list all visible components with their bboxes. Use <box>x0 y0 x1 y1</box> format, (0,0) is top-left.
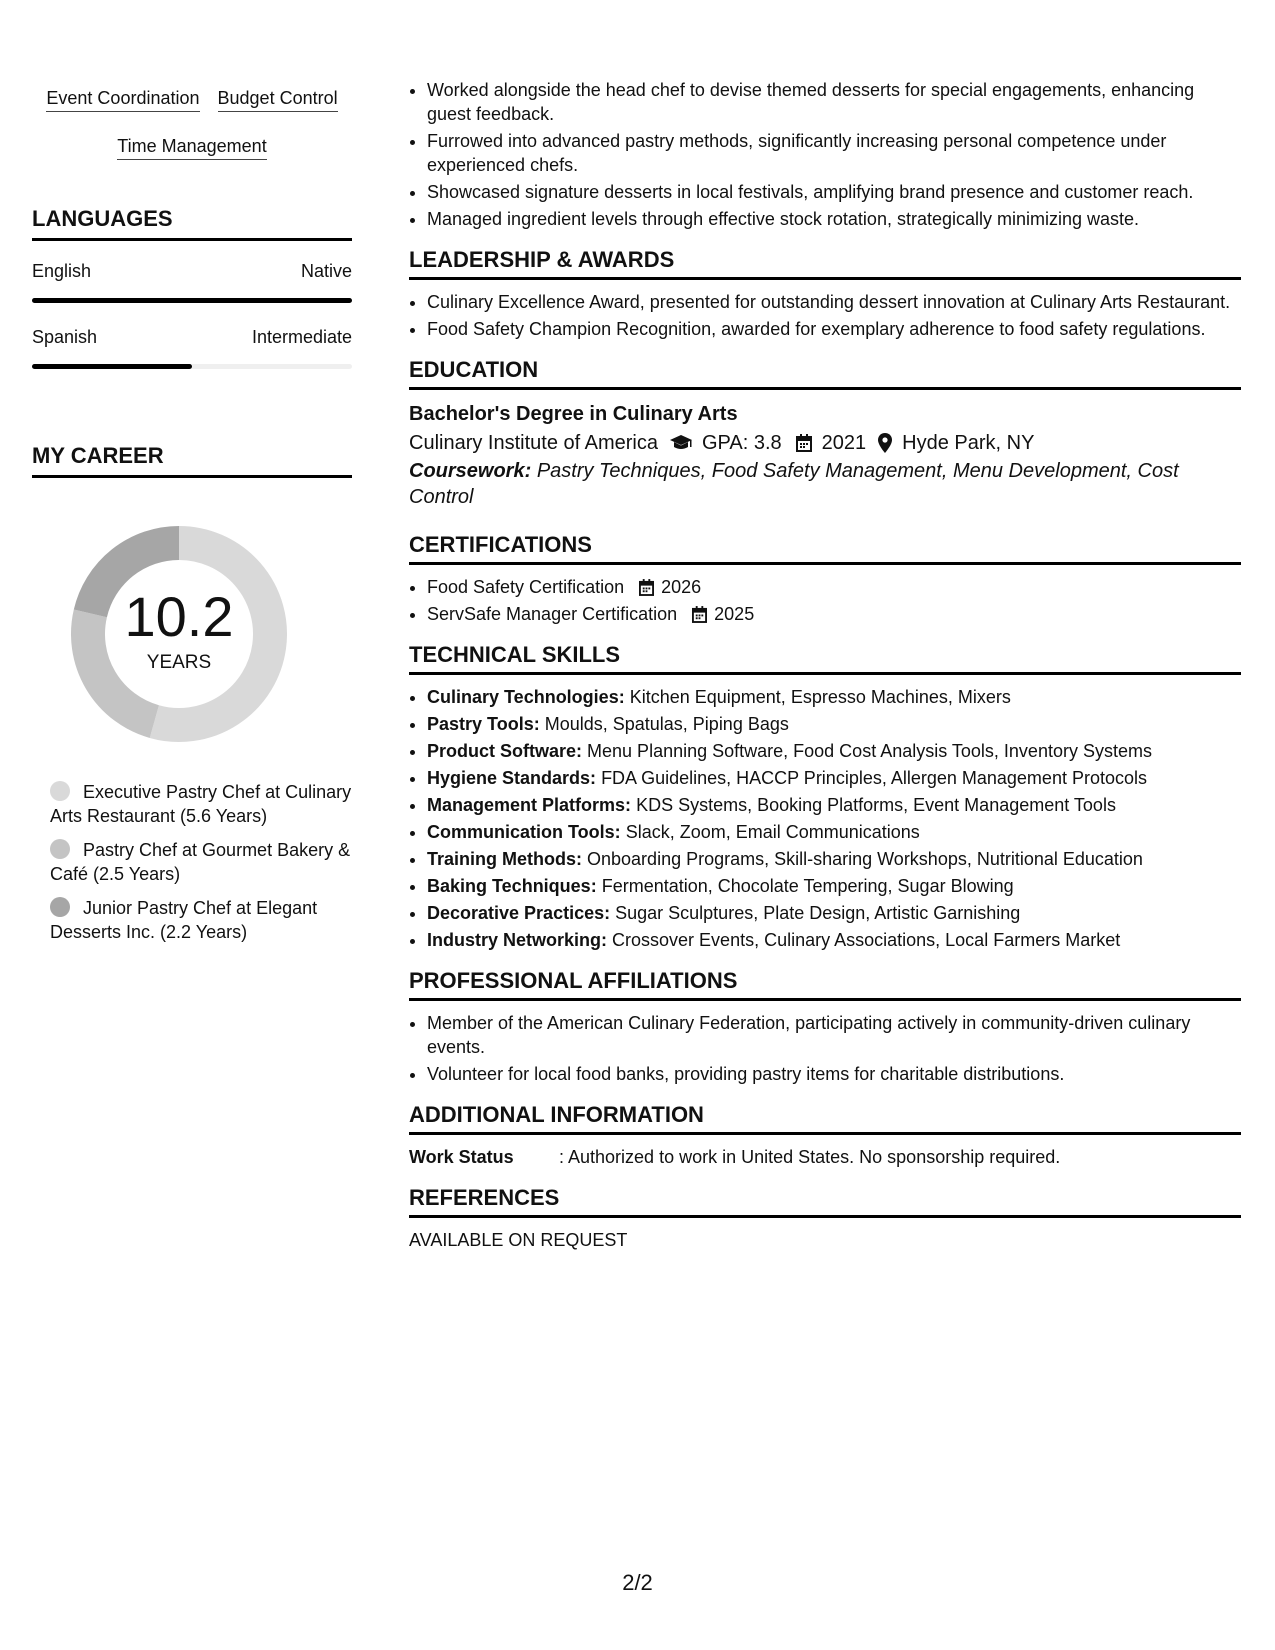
references-text: AVAILABLE ON REQUEST <box>409 1230 628 1250</box>
skill-label: Communication Tools: <box>427 822 621 842</box>
career-unit: YEARS <box>146 652 212 673</box>
legend-dot <box>50 897 70 917</box>
skill-label: Management Platforms: <box>427 795 632 815</box>
experience-bullets <box>409 78 1241 231</box>
skill-label: Culinary Technologies: <box>427 687 625 707</box>
skill-tag: Event Coordination <box>46 78 199 112</box>
skill-item <box>427 874 1241 898</box>
skill-tags <box>32 78 352 126</box>
education-gpa: GPA: 3.8 <box>702 432 782 454</box>
career-total: 10.2 <box>124 585 234 648</box>
experience-bullet: • Managed ingredient levels through effective stock rotation, strategically minimizing waste. <box>427 207 1241 231</box>
career-role: Pastry Chef at Gourmet Bakery & Café (2.5 Years) <box>50 840 351 884</box>
leadership-item: • Food Safety Champion Recognition, awarded for exemplary adherence to food safety regulations. <box>427 317 1241 341</box>
technical-skills-title: TECHNICAL SKILLS <box>409 642 1241 675</box>
language-bar <box>32 298 352 303</box>
skill-label: Product Software: <box>427 741 583 761</box>
affiliation-item: • Member of the American Culinary Federation, participating actively in community-driven culinary events. <box>427 1011 1241 1059</box>
skill-tag: Budget Control <box>218 78 338 112</box>
calendar-icon <box>796 434 812 452</box>
skill-item <box>427 820 1241 844</box>
skill-tag: Time Management <box>117 126 266 160</box>
language-level: Native <box>300 261 352 281</box>
language-item <box>32 261 352 303</box>
skill-item <box>427 847 1241 871</box>
language-bar <box>32 364 352 369</box>
references-title: REFERENCES <box>409 1185 1241 1218</box>
skill-item <box>427 712 1241 736</box>
skill-item <box>427 901 1241 925</box>
calendar-icon <box>639 579 654 596</box>
education-coursework <box>409 458 1241 510</box>
language-level: Intermediate <box>251 327 352 347</box>
skill-tags-row-2 <box>32 126 352 174</box>
career-legend-item <box>50 838 352 886</box>
skill-value: KDS Systems, Booking Platforms, Event Management Tools <box>636 795 1116 815</box>
calendar-icon <box>692 606 707 623</box>
skill-item <box>427 766 1241 790</box>
language-item <box>32 327 352 369</box>
coursework-value: Pastry Techniques, Food Safety Management, Menu Development, Cost Control <box>409 460 1179 508</box>
leadership-list <box>409 290 1241 341</box>
affiliation-item: • Volunteer for local food banks, providing pastry items for charitable distributions. <box>427 1062 1241 1086</box>
skill-item <box>427 928 1241 952</box>
affiliations-list <box>409 1011 1241 1086</box>
education-details <box>409 428 1241 458</box>
legend-dot <box>50 781 70 801</box>
language-bar-fill <box>32 364 192 369</box>
graduation-cap-icon <box>670 435 692 451</box>
certification-year: 2026 <box>661 577 702 597</box>
coursework-label: Coursework: <box>409 460 532 482</box>
work-status-value: : Authorized to work in United States. No sponsorship required. <box>559 1147 1061 1167</box>
certifications-title: CERTIFICATIONS <box>409 532 1241 565</box>
skill-value: Fermentation, Chocolate Tempering, Sugar Blowing <box>601 876 1014 896</box>
skill-value: FDA Guidelines, HACCP Principles, Allergen Management Protocols <box>601 768 1147 788</box>
skill-label: Training Methods: <box>427 849 582 869</box>
skill-value: Slack, Zoom, Email Communications <box>625 822 920 842</box>
skill-item <box>427 793 1241 817</box>
education-year: 2021 <box>821 432 867 454</box>
education-degree: Bachelor's Degree in Culinary Arts <box>409 403 738 425</box>
right-column <box>409 78 1241 1252</box>
language-name: English <box>32 261 92 281</box>
education-title: EDUCATION <box>409 357 1241 390</box>
education-school: Culinary Institute of America <box>409 432 658 454</box>
career-role: Executive Pastry Chef at Culinary Arts Restaurant (5.6 Years) <box>50 782 352 826</box>
work-status-row <box>409 1145 1241 1169</box>
skill-label: Decorative Practices: <box>427 903 611 923</box>
left-column <box>32 78 352 954</box>
language-name: Spanish <box>32 327 98 347</box>
location-pin-icon <box>878 433 892 453</box>
skill-value: Sugar Sculptures, Plate Design, Artistic Garnishing <box>615 903 1021 923</box>
certification-year: 2025 <box>714 604 755 624</box>
certification-item <box>427 602 1241 626</box>
certification-name: Food Safety Certification <box>427 577 625 597</box>
education-location: Hyde Park, NY <box>902 432 1035 454</box>
career-title: MY CAREER <box>32 443 352 478</box>
language-bar-fill <box>32 298 352 303</box>
certification-item <box>427 575 1241 599</box>
career-donut <box>32 518 352 758</box>
career-legend-item <box>50 896 352 944</box>
leadership-item: • Culinary Excellence Award, presented for outstanding dessert innovation at Culinary Arts Restaurant. <box>427 290 1241 314</box>
skill-value: Moulds, Spatulas, Piping Bags <box>544 714 789 734</box>
skill-label: Baking Techniques: <box>427 876 597 896</box>
certification-name: ServSafe Manager Certification <box>427 604 678 624</box>
experience-bullet: • Furrowed into advanced pastry methods, significantly increasing personal competence under experienced chefs. <box>427 129 1241 177</box>
skill-value: Menu Planning Software, Food Cost Analysis Tools, Inventory Systems <box>587 741 1152 761</box>
skill-value: Kitchen Equipment, Espresso Machines, Mixers <box>629 687 1011 707</box>
skill-value: Crossover Events, Culinary Associations, Local Farmers Market <box>612 930 1121 950</box>
career-legend-item <box>50 780 352 828</box>
certifications-list <box>409 575 1241 626</box>
skill-item <box>427 739 1241 763</box>
work-status-label: Work Status <box>409 1147 514 1167</box>
skill-label: Hygiene Standards: <box>427 768 597 788</box>
additional-info-title: ADDITIONAL INFORMATION <box>409 1102 1241 1135</box>
page-number: 2/2 <box>622 1570 653 1595</box>
career-legend <box>32 780 352 944</box>
experience-bullet: • Worked alongside the head chef to devise themed desserts for special engagements, enhancing guest feedback. <box>427 78 1241 126</box>
career-role: Junior Pastry Chef at Elegant Desserts Inc. (2.2 Years) <box>50 898 318 942</box>
skill-label: Industry Networking: <box>427 930 608 950</box>
skill-label: Pastry Tools: <box>427 714 540 734</box>
leadership-title: LEADERSHIP & AWARDS <box>409 247 1241 280</box>
legend-dot <box>50 839 70 859</box>
skill-value: Onboarding Programs, Skill-sharing Workshops, Nutritional Education <box>587 849 1143 869</box>
technical-skills-list <box>409 685 1241 952</box>
skill-item <box>427 685 1241 709</box>
languages-title: LANGUAGES <box>32 206 352 241</box>
affiliations-title: PROFESSIONAL AFFILIATIONS <box>409 968 1241 1001</box>
experience-bullet: • Showcased signature desserts in local festivals, amplifying brand presence and customer reach. <box>427 180 1241 204</box>
